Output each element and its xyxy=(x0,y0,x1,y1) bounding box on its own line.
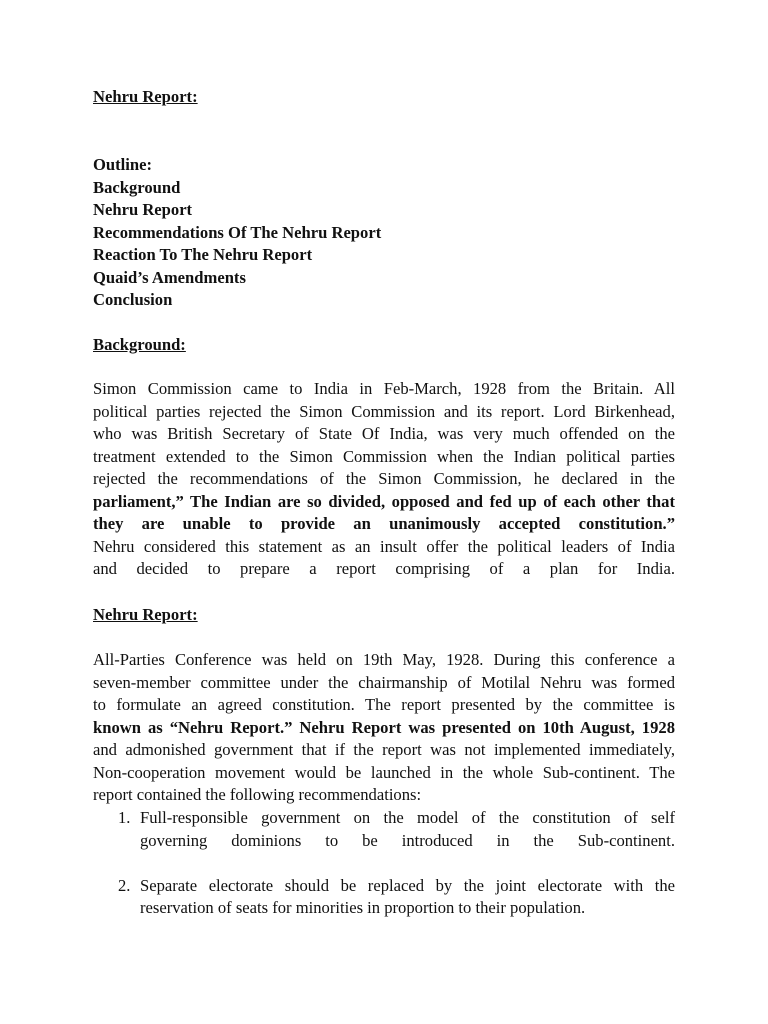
outline-item: Quaid’s Amendments xyxy=(93,267,246,287)
outline-item: Reaction To The Nehru Report xyxy=(93,245,313,264)
text-line: Full-responsible government on the model of the constitution of self xyxy=(140,808,675,827)
document-title: Nehru Report: xyxy=(93,87,198,106)
text-line: who was British Secretary of State Of India, was very much offended on the xyxy=(93,424,675,443)
recommendations-list xyxy=(93,807,675,920)
outline-list xyxy=(93,154,381,312)
text-line: seven-member committee under the chairmanship of Motilal Nehru was formed xyxy=(93,672,675,692)
text-line: and decided to prepare a report comprising of a plan for India. xyxy=(93,559,675,578)
text-line: reservation of seats for minorities in proportion to their population. xyxy=(140,898,586,917)
list-item xyxy=(93,807,675,852)
outline-item: Conclusion xyxy=(93,290,173,309)
background-paragraph xyxy=(93,378,675,581)
outline-item: Background xyxy=(93,177,181,197)
text-line: rejected the recommendations of the Simon Commission, he declared in the xyxy=(93,469,675,488)
outline-label: Outline: xyxy=(93,155,153,174)
background-heading: Background: xyxy=(93,335,186,354)
text-line: report contained the following recommendations: xyxy=(93,785,422,804)
outline-item: Recommendations Of The Nehru Report xyxy=(93,222,382,242)
text-line: political parties rejected the Simon Commission and its report. Lord Birkenhead, xyxy=(93,401,675,421)
text-line: Simon Commission came to India in Feb-March, 1928 from the Britain. All xyxy=(93,379,675,398)
list-item-number: 2. xyxy=(118,875,131,895)
list-item xyxy=(93,875,675,920)
text-line: known as “Nehru Report.” Nehru Report was presented on 10th August, 1928 xyxy=(93,717,675,737)
text-line: to formulate an agreed constitution. The report presented by the committee is xyxy=(93,695,675,714)
list-item-number: 1. xyxy=(118,808,131,827)
text-line: treatment extended to the Simon Commission when the Indian political parties xyxy=(93,446,675,466)
text-line: All-Parties Conference was held on 19th May, 1928. During this conference a xyxy=(93,650,675,669)
text-line: they are unable to provide an unanimously accepted constitution.” xyxy=(93,514,675,533)
outline-item: Nehru Report xyxy=(93,200,193,219)
text-line: Non-cooperation movement would be launched in the whole Sub-continent. The xyxy=(93,762,675,782)
nehru-report-heading: Nehru Report: xyxy=(93,605,198,624)
text-line: and admonished government that if the report was not implemented immediately, xyxy=(93,740,675,759)
text-line: Nehru considered this statement as an insult offer the political leaders of India xyxy=(93,536,675,556)
nehru-report-paragraph xyxy=(93,649,675,807)
text-line: parliament,” The Indian are so divided, opposed and fed up of each other that xyxy=(93,491,675,511)
text-line: Separate electorate should be replaced by the joint electorate with the xyxy=(140,875,675,895)
text-line: governing dominions to be introduced in the Sub-continent. xyxy=(140,830,675,850)
